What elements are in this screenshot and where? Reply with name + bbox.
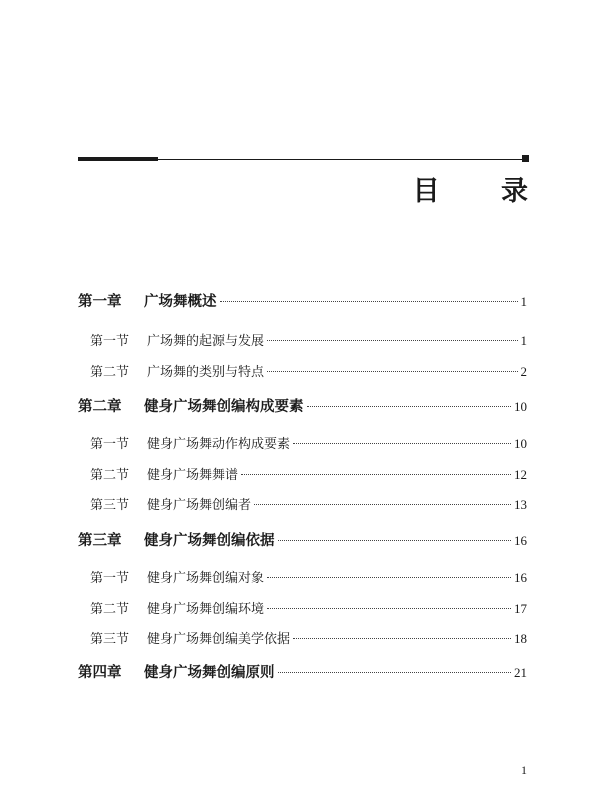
toc-entry-title: 健身广场舞创编环境 — [147, 602, 265, 617]
toc-leader-dots — [293, 638, 511, 639]
toc-entry-page: 10 — [514, 436, 527, 451]
toc-leader-dots — [267, 340, 517, 341]
toc-leader-dots — [254, 504, 511, 505]
toc-entry-page: 1 — [520, 294, 527, 309]
toc-entry-page: 1 — [520, 333, 527, 348]
toc-section-entry[interactable] — [90, 494, 527, 516]
toc-leader-dots — [307, 406, 512, 407]
toc-entry-page: 17 — [514, 601, 527, 616]
toc-leader-dots — [241, 474, 511, 475]
toc-entry-page: 16 — [514, 533, 527, 548]
toc-entry-number: 第三节 — [90, 632, 130, 647]
toc-entry-title: 广场舞的起源与发展 — [147, 334, 265, 349]
toc-leader-dots — [278, 540, 512, 541]
toc-section-entry[interactable] — [90, 464, 527, 486]
toc-entry-number: 第三章 — [78, 532, 122, 549]
toc-chapter-entry[interactable] — [78, 662, 527, 684]
toc-section-entry[interactable] — [90, 567, 527, 589]
toc-section-entry[interactable] — [90, 361, 527, 383]
toc-entry-number: 第一节 — [90, 571, 130, 586]
toc-entry-title: 健身广场舞创编者 — [147, 498, 252, 513]
toc-entry-number: 第四章 — [78, 664, 122, 681]
toc-leader-dots — [220, 301, 518, 302]
toc-entry-number: 第三节 — [90, 498, 130, 513]
toc-entry-number: 第二章 — [78, 398, 122, 415]
toc-entry-title: 健身广场舞创编美学依据 — [147, 632, 291, 647]
page-number: 1 — [521, 763, 527, 777]
toc-entry-number: 第一章 — [78, 293, 122, 310]
toc-entry-page: 21 — [514, 665, 527, 680]
toc-entry-number: 第二节 — [90, 365, 130, 380]
toc-section-entry[interactable] — [90, 628, 527, 650]
toc-leader-dots — [267, 577, 511, 578]
toc-section-entry[interactable] — [90, 330, 527, 352]
toc-chapter-entry[interactable] — [78, 530, 527, 552]
page-title: 目 录 — [412, 176, 554, 207]
toc-entry-title: 健身广场舞创编构成要素 — [144, 398, 304, 415]
toc-entry-page: 18 — [514, 631, 527, 646]
toc-section-entry[interactable] — [90, 433, 527, 455]
toc-leader-dots — [267, 371, 517, 372]
toc-section-entry[interactable] — [90, 598, 527, 620]
toc-entry-page: 12 — [514, 467, 527, 482]
toc-entry-title: 健身广场舞创编依据 — [144, 532, 275, 549]
toc-entry-number: 第一节 — [90, 437, 130, 452]
toc-entry-page: 16 — [514, 570, 527, 585]
toc-leader-dots — [278, 672, 512, 673]
toc-entry-title: 健身广场舞创编原则 — [144, 664, 275, 681]
toc-entry-page: 13 — [514, 497, 527, 512]
toc-entry-title: 广场舞的类别与特点 — [147, 365, 265, 380]
toc-leader-dots — [267, 608, 511, 609]
toc-entry-page: 2 — [520, 364, 527, 379]
toc-leader-dots — [293, 443, 511, 444]
toc-entry-title: 广场舞概述 — [144, 293, 217, 310]
toc-entry-title: 健身广场舞动作构成要素 — [147, 437, 291, 452]
toc-entry-page: 10 — [514, 399, 527, 414]
toc-chapter-entry[interactable] — [78, 291, 527, 313]
toc-entry-number: 第二节 — [90, 602, 130, 617]
toc-entry-title: 健身广场舞创编对象 — [147, 571, 265, 586]
toc-entry-number: 第一节 — [90, 334, 130, 349]
toc-entry-number: 第二节 — [90, 468, 130, 483]
toc-entry-title: 健身广场舞舞谱 — [147, 468, 239, 483]
toc-chapter-entry[interactable] — [78, 396, 527, 418]
